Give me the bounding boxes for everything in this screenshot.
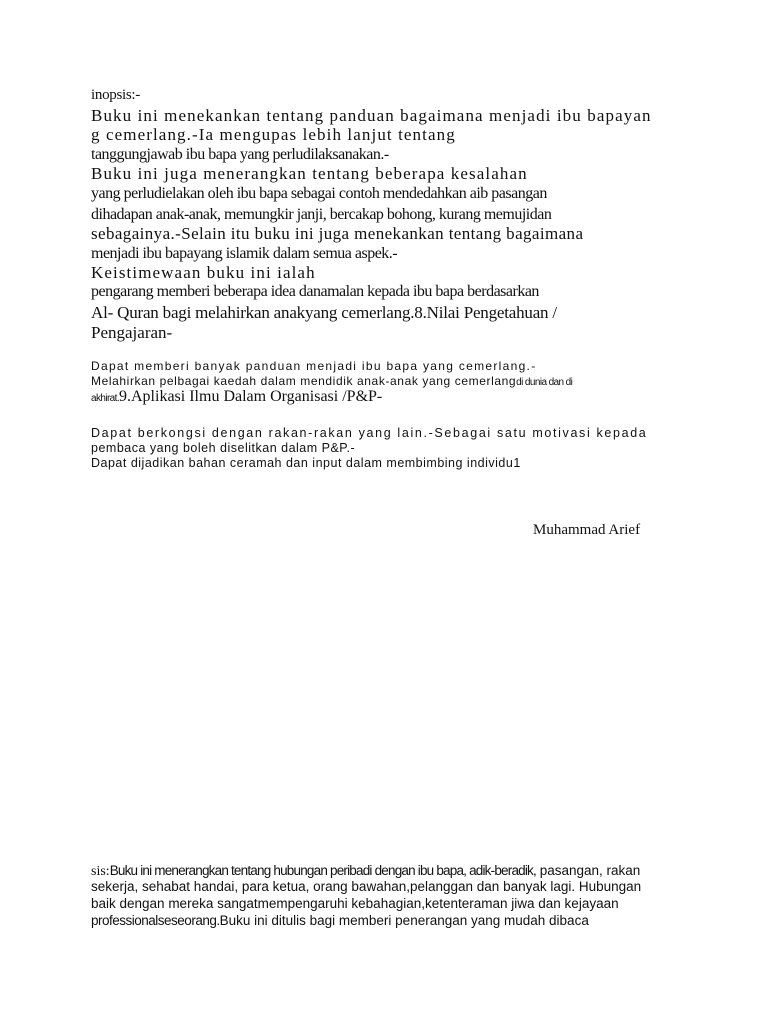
synopsis-line: Buku ini menekankan tentang panduan bagaimana menjadi ibu bapayan: [91, 106, 652, 125]
synopsis-line: pengarang memberi beberapa idea danamalan kepada ibu bapa berdasarkan: [91, 283, 539, 300]
synopsis-line: Keistimewaan buku ini ialah: [91, 263, 316, 282]
second-synopsis-line: [91, 913, 589, 928]
value-line: [91, 388, 382, 406]
synopsis-line: Pengajaran-: [91, 323, 173, 342]
synopsis-heading: inopsis:-: [91, 87, 140, 103]
synopsis-line: dihadapan anak-anak, memungkir janji, bercakap bohong, kurang memujidan: [91, 206, 552, 223]
value-line-condensed: akhirat.: [91, 393, 119, 404]
author-name: Muhammad Arief: [533, 522, 641, 538]
value-line-condensed: di dunia dan di: [516, 377, 573, 388]
second-synopsis-text: professionalseseorang.: [91, 913, 220, 928]
synopsis-line: tanggungjawab ibu bapa yang perludilaksanakan.-: [91, 146, 389, 163]
synopsis-line: yang perludielakan oleh ibu bapa sebagai contoh mendedahkan aib pasangan: [91, 185, 547, 202]
synopsis-line: menjadi ibu bapayang islamik dalam semua aspek.-: [91, 245, 398, 262]
second-synopsis-line: [91, 862, 640, 880]
application-line: Dapat dijadikan bahan ceramah dan input dalam membimbing individu1: [91, 456, 521, 470]
synopsis-line: Al- Quran bagi melahirkan anakyang cemerlang.8.Nilai Pengetahuan /: [91, 303, 557, 322]
synopsis-line: Buku ini juga menerangkan tentang beberapa kesalahan: [91, 164, 528, 183]
value-line: Dapat memberi banyak panduan menjadi ibu bapa yang cemerlang.-: [91, 359, 537, 373]
second-synopsis-text: pasangan, rakan: [535, 863, 641, 878]
second-synopsis-text: Buku ini menerangkan tentang hubungan peribadi dengan ibu bapa, adik-beradik,: [109, 863, 536, 878]
synopsis-line: sebagainya.-Selain itu buku ini juga menekankan tentang bagaimana: [91, 224, 584, 243]
value-line: [91, 374, 572, 388]
second-synopsis-text: Buku ini ditulis bagi memberi penerangan yang mudah dibaca: [219, 913, 589, 928]
section-heading: 9.Aplikasi Ilmu Dalam Organisasi /P&P-: [119, 388, 383, 405]
synopsis-line: g cemerlang.-Ia mengupas lebih lanjut tentang: [91, 125, 456, 144]
application-line: Dapat berkongsi dengan rakan-rakan yang lain.-Sebagai satu motivasi kepada: [91, 426, 648, 440]
application-line: pembaca yang boleh diselitkan dalam P&P.-: [91, 441, 356, 455]
second-synopsis-line: baik dengan mereka sangatmempengaruhi kebahagian,ketenteraman jiwa dan kejayaan: [91, 896, 619, 911]
synopsis-label: sis:: [91, 864, 110, 879]
second-synopsis-line: sekerja, sehabat handai, para ketua, orang bawahan,pelanggan dan banyak lagi. Hubungan: [91, 879, 642, 894]
value-line-text: Melahirkan pelbagai kaedah dalam mendidik anak-anak yang cemerlang: [91, 374, 517, 388]
